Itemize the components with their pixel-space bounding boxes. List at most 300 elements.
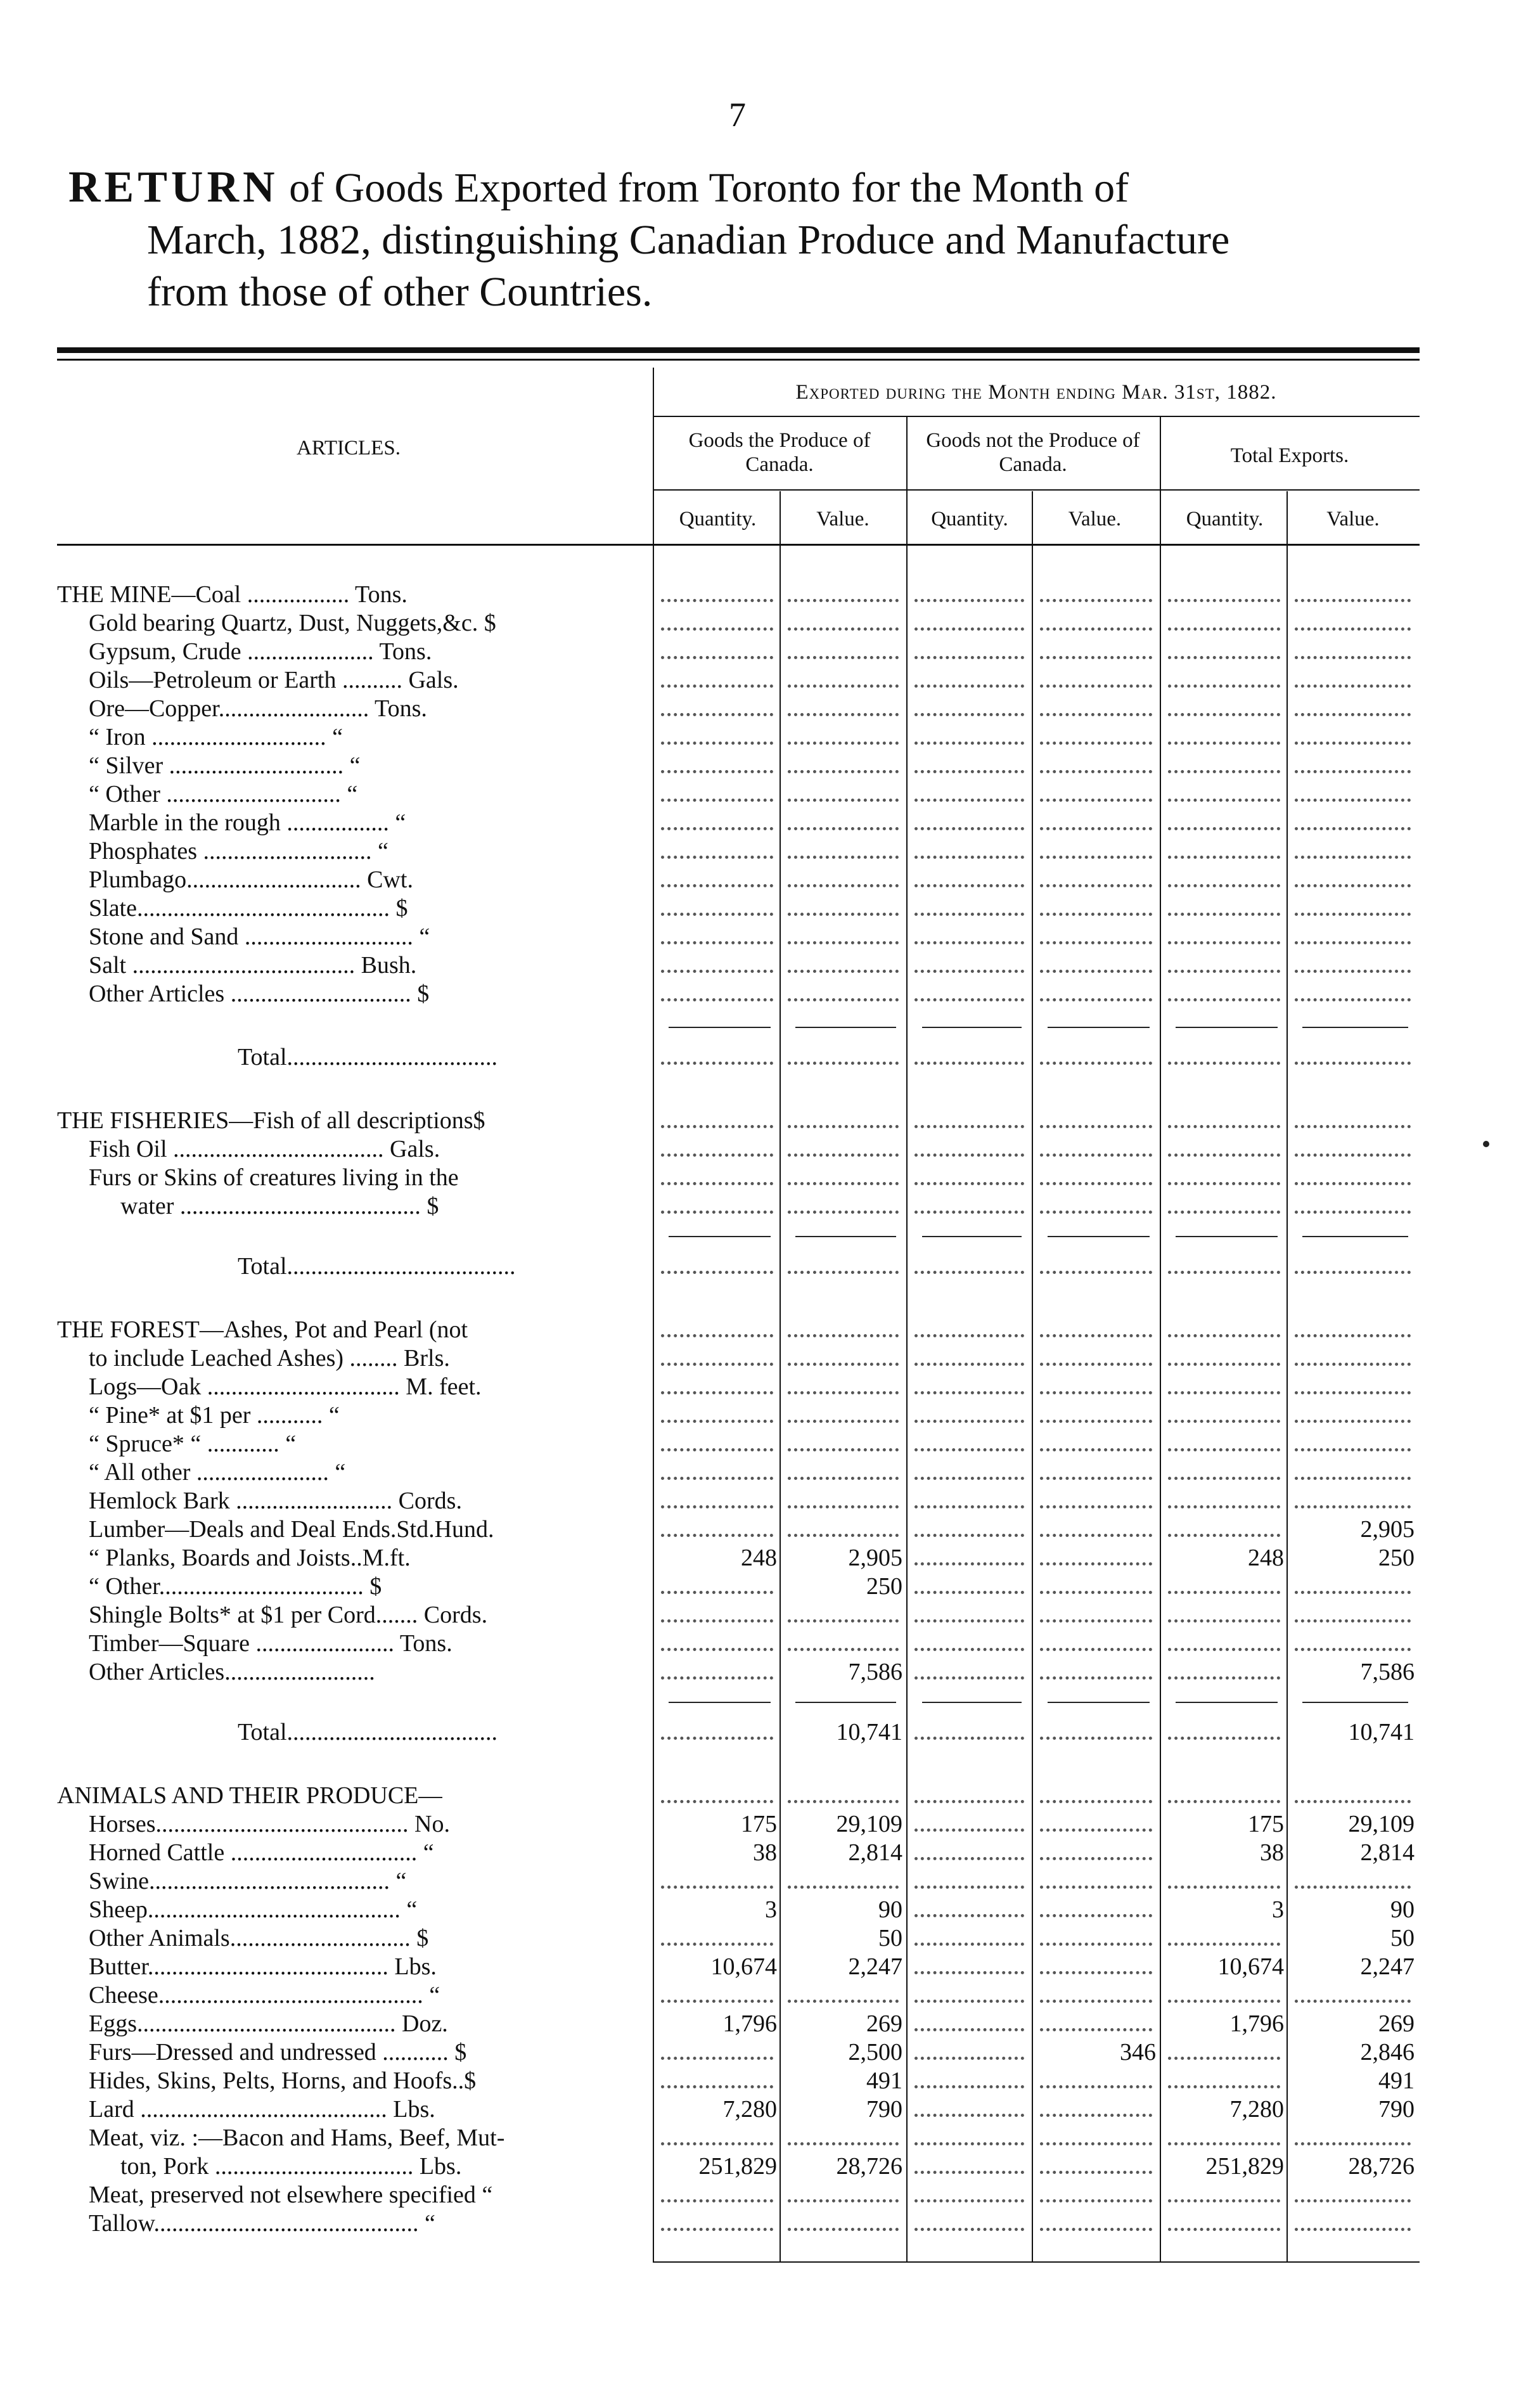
leader-dots (1168, 1448, 1280, 1451)
leader-dots (788, 827, 899, 830)
leader-dots (914, 970, 1024, 973)
leader-dots (1040, 1062, 1152, 1065)
leader-dots (1040, 2114, 1152, 2117)
leader-dots (661, 1737, 773, 1740)
leader-dots (788, 1648, 899, 1651)
leader-dots (1295, 656, 1411, 659)
header-value-3: Value. (1326, 508, 1380, 530)
leader-dots (914, 2057, 1024, 2060)
leader-dots (1040, 656, 1152, 659)
leader-dots (914, 1648, 1024, 1651)
leader-dots (788, 713, 899, 716)
row-label: “ Silver ............................. “ (89, 752, 361, 779)
leader-dots (1168, 941, 1280, 944)
page-title (68, 162, 1418, 318)
leader-dots (1168, 1943, 1280, 1946)
row-label: Cheese............................................ “ (89, 1982, 440, 2009)
title-line-3: from those of other Countries. (147, 269, 653, 315)
cell-cq: 3 (765, 1896, 777, 1923)
row-label: “ Iron ............................. “ (89, 724, 343, 750)
leader-dots (914, 1676, 1024, 1680)
row-label: Marble in the rough ................. “ (89, 809, 406, 836)
leader-dots (661, 799, 773, 802)
row-label: Salt ..................................... Bush. (89, 952, 417, 979)
leader-dots (661, 1391, 773, 1394)
leader-dots (1040, 1448, 1152, 1451)
row-label: THE MINE—Coal ................. Tons. (57, 581, 407, 608)
leader-dots (661, 884, 773, 887)
leader-dots (1168, 827, 1280, 830)
row-label: Slate.......................................... $ (89, 895, 408, 922)
row-label: Meat, preserved not elsewhere specified “ (89, 2182, 493, 2208)
leader-dots (1168, 2000, 1280, 2003)
row-label: Swine........................................ “ (89, 1868, 407, 1894)
col-rule-2 (780, 491, 781, 2263)
leader-dots (1168, 1211, 1280, 1214)
leader-dots (1295, 685, 1411, 688)
leader-dots (1168, 685, 1280, 688)
row-label: Plumbago............................. Cwt. (89, 866, 413, 893)
leader-dots (914, 1505, 1024, 1508)
row-label: Shingle Bolts* at $1 per Cord....... Cords. (89, 1602, 488, 1628)
header-articles: ARTICLES. (297, 437, 401, 460)
total-rule (1048, 1027, 1150, 1028)
leader-dots (914, 1211, 1024, 1214)
leader-dots (788, 685, 899, 688)
cell-cq: 251,829 (698, 2153, 777, 2180)
leader-dots (1168, 884, 1280, 887)
leader-dots (914, 2114, 1024, 2117)
row-label: Furs or Skins of creatures living in the (89, 1164, 459, 1191)
leader-dots (914, 1154, 1024, 1157)
total-rule (795, 1236, 896, 1237)
cell-tv: 2,814 (1360, 1839, 1415, 1866)
row-label: Stone and Sand ............................ “ (89, 923, 430, 950)
leader-dots (788, 1800, 899, 1803)
row-label: Hemlock Bark .......................... Cords. (89, 1488, 462, 1514)
leader-dots (914, 1363, 1024, 1366)
cell-tv: 2,905 (1360, 1516, 1415, 1543)
leader-dots (914, 2142, 1024, 2145)
leader-dots (661, 599, 773, 602)
cell-cv: 29,109 (836, 1811, 902, 1837)
leader-dots (1040, 1562, 1152, 1565)
leader-dots (1040, 1886, 1152, 1889)
row-label: THE FOREST—Ashes, Pot and Pearl (not (57, 1316, 468, 1343)
leader-dots (661, 1448, 773, 1451)
leader-dots (661, 713, 773, 716)
row-label: Fish Oil ................................... Gals. (89, 1136, 440, 1162)
leader-dots (788, 1125, 899, 1128)
leader-dots (914, 1125, 1024, 1128)
total-rule (795, 1702, 896, 1703)
leader-dots (1040, 1676, 1152, 1680)
leader-dots (1040, 884, 1152, 887)
leader-dots (788, 627, 899, 631)
leader-dots (1040, 913, 1152, 916)
cell-cv: 7,586 (848, 1659, 902, 1685)
leader-dots (1040, 1505, 1152, 1508)
leader-dots (1295, 1125, 1411, 1128)
leader-dots (661, 656, 773, 659)
total-rule (922, 1702, 1022, 1703)
leader-dots (661, 2057, 773, 2060)
leader-dots (1040, 2199, 1152, 2202)
total-rule (669, 1236, 771, 1237)
leader-dots (788, 884, 899, 887)
leader-dots (914, 656, 1024, 659)
leader-dots (661, 742, 773, 745)
leader-dots (1040, 827, 1152, 830)
leader-dots (1168, 1591, 1280, 1594)
leader-dots (1168, 1619, 1280, 1623)
leader-dots (1040, 627, 1152, 631)
leader-dots (1295, 1271, 1411, 1274)
leader-dots (661, 1648, 773, 1651)
leader-dots (1040, 1125, 1152, 1128)
leader-dots (661, 2000, 773, 2003)
leader-dots (914, 1448, 1024, 1451)
leader-dots (1295, 599, 1411, 602)
page-number: 7 (729, 96, 746, 134)
leader-dots (788, 1619, 899, 1623)
row-label: Lumber—Deals and Deal Ends.Std.Hund. (89, 1516, 494, 1543)
total-rule (1176, 1702, 1278, 1703)
row-label: to include Leached Ashes) ........ Brls. (89, 1345, 450, 1372)
leader-dots (1040, 2142, 1152, 2145)
leader-dots (661, 627, 773, 631)
row-label: Total...................................... (238, 1253, 516, 1280)
leader-dots (914, 1391, 1024, 1394)
cell-nv: 346 (1120, 2039, 1156, 2066)
cell-cq: 1,796 (722, 2010, 777, 2037)
leader-dots (788, 1448, 899, 1451)
leader-dots (914, 1857, 1024, 1860)
leader-dots (788, 742, 899, 745)
leader-dots (1295, 884, 1411, 887)
cell-tv: 28,726 (1348, 2153, 1415, 2180)
leader-dots (1295, 1420, 1411, 1423)
leader-dots (661, 2199, 773, 2202)
leader-dots (788, 970, 899, 973)
leader-dots (1168, 1505, 1280, 1508)
leader-dots (661, 2228, 773, 2231)
col-rule-3 (906, 417, 908, 2263)
leader-dots (914, 627, 1024, 631)
total-rule (795, 1027, 896, 1028)
cell-tv: 29,109 (1348, 1811, 1415, 1837)
leader-dots (1168, 1125, 1280, 1128)
leader-dots (788, 1271, 899, 1274)
header-value-1: Value. (816, 508, 869, 530)
leader-dots (1295, 770, 1411, 773)
leader-dots (1040, 1420, 1152, 1423)
header-group-foreign: Goods not the Produce of Canada. (926, 429, 1140, 476)
row-label: Furs—Dressed and undressed ........... $ (89, 2039, 467, 2066)
leader-dots (914, 941, 1024, 944)
header-quantity-1: Quantity. (679, 508, 757, 530)
leader-dots (1168, 742, 1280, 745)
leader-dots (914, 685, 1024, 688)
total-rule (1048, 1702, 1150, 1703)
leader-dots (661, 1271, 773, 1274)
leader-dots (914, 1420, 1024, 1423)
leader-dots (788, 2199, 899, 2202)
col-rule-4 (1032, 491, 1033, 2263)
row-label: Other Articles......................... (89, 1659, 375, 1685)
leader-dots (1040, 970, 1152, 973)
leader-dots (661, 1182, 773, 1185)
leader-dots (1168, 998, 1280, 1001)
row-label: Gold bearing Quartz, Dust, Nuggets,&c. $ (89, 610, 496, 636)
leader-dots (661, 1591, 773, 1594)
title-line-1: of Goods Exported from Toronto for the Month of (289, 165, 1129, 211)
leader-dots (1040, 856, 1152, 859)
leader-dots (1295, 941, 1411, 944)
total-rule (1302, 1027, 1408, 1028)
leader-dots (661, 2085, 773, 2088)
leader-dots (788, 770, 899, 773)
leader-dots (914, 998, 1024, 1001)
leader-dots (914, 742, 1024, 745)
leader-dots (914, 1334, 1024, 1337)
row-label: Other Articles .............................. $ (89, 980, 430, 1007)
leader-dots (914, 1914, 1024, 1917)
leader-dots (788, 998, 899, 1001)
leader-dots (914, 1562, 1024, 1565)
leader-dots (1040, 2171, 1152, 2174)
leader-dots (1295, 1062, 1411, 1065)
cell-tv: 790 (1378, 2096, 1415, 2123)
header-rule-2 (653, 489, 1420, 491)
cell-cq: 248 (741, 1545, 777, 1571)
leader-dots (1040, 1737, 1152, 1740)
leader-dots (1040, 1829, 1152, 1832)
row-label: Total................................... (238, 1719, 498, 1745)
leader-dots (1040, 770, 1152, 773)
leader-dots (914, 1737, 1024, 1740)
leader-dots (661, 1886, 773, 1889)
leader-dots (1168, 913, 1280, 916)
leader-dots (1040, 1154, 1152, 1157)
row-label: Sheep.......................................... “ (89, 1896, 418, 1923)
leader-dots (661, 998, 773, 1001)
leader-dots (1168, 1534, 1280, 1537)
total-rule (1176, 1027, 1278, 1028)
title-rule-thick (57, 347, 1420, 353)
leader-dots (914, 2228, 1024, 2231)
leader-dots (1295, 1477, 1411, 1480)
leader-dots (1040, 2028, 1152, 2031)
leader-dots (1295, 1154, 1411, 1157)
leader-dots (661, 913, 773, 916)
leader-dots (1295, 1448, 1411, 1451)
row-label: Meat, viz. :—Bacon and Hams, Beef, Mut- (89, 2124, 505, 2151)
row-label: Gypsum, Crude ..................... Tons. (89, 638, 432, 665)
leader-dots (661, 1363, 773, 1366)
leader-dots (661, 685, 773, 688)
leader-dots (1168, 599, 1280, 602)
cell-cv: 250 (866, 1573, 902, 1600)
header-quantity-2: Quantity. (931, 508, 1008, 530)
leader-dots (1040, 799, 1152, 802)
leader-dots (661, 1420, 773, 1423)
row-label: Horned Cattle ............................... “ (89, 1839, 434, 1866)
leader-dots (914, 827, 1024, 830)
leader-dots (1295, 1648, 1411, 1651)
row-label: ANIMALS AND THEIR PRODUCE— (57, 1782, 443, 1809)
total-rule (1176, 1236, 1278, 1237)
leader-dots (1295, 856, 1411, 859)
cell-tq: 38 (1260, 1839, 1284, 1866)
leader-dots (1040, 685, 1152, 688)
leader-dots (1295, 799, 1411, 802)
col-rule-5 (1160, 417, 1161, 2263)
leader-dots (1295, 627, 1411, 631)
leader-dots (1168, 2085, 1280, 2088)
row-label: Tallow............................................ “ (89, 2210, 435, 2237)
leader-dots (1040, 1391, 1152, 1394)
leader-dots (661, 941, 773, 944)
leader-dots (914, 713, 1024, 716)
leader-dots (1040, 2085, 1152, 2088)
cell-cv: 790 (866, 2096, 902, 2123)
cell-tv: 2,247 (1360, 1953, 1415, 1980)
leader-dots (661, 1062, 773, 1065)
leader-dots (1040, 1648, 1152, 1651)
leader-dots (661, 1125, 773, 1128)
leader-dots (1040, 1182, 1152, 1185)
leader-dots (1168, 1363, 1280, 1366)
title-rule-thin (57, 359, 1420, 361)
row-label: Other Animals.............................. $ (89, 1925, 429, 1951)
total-rule (669, 1027, 771, 1028)
leader-dots (1040, 1619, 1152, 1623)
leader-dots (788, 2142, 899, 2145)
leader-dots (788, 1062, 899, 1065)
leader-dots (1295, 1363, 1411, 1366)
leader-dots (1168, 1886, 1280, 1889)
leader-dots (914, 799, 1024, 802)
leader-dots (661, 827, 773, 830)
leader-dots (1295, 1182, 1411, 1185)
leader-dots (788, 913, 899, 916)
leader-dots (661, 1334, 773, 1337)
row-label: “ All other ...................... “ (89, 1459, 346, 1486)
total-rule (1302, 1702, 1408, 1703)
leader-dots (1168, 1420, 1280, 1423)
title-line-2: March, 1882, distinguishing Canadian Produce and Manufacture (147, 217, 1230, 263)
leader-dots (1040, 1971, 1152, 1974)
leader-dots (661, 1800, 773, 1803)
row-label: Butter........................................ Lbs. (89, 1953, 437, 1980)
leader-dots (788, 1886, 899, 1889)
leader-dots (788, 799, 899, 802)
cell-cq: 175 (741, 1811, 777, 1837)
cell-cq: 7,280 (722, 2096, 777, 2123)
header-exported: Exported during the Month ending Mar. 31st, 1882. (795, 381, 1277, 404)
cell-tv: 2,846 (1360, 2039, 1415, 2066)
leader-dots (661, 1534, 773, 1537)
leader-dots (1295, 2142, 1411, 2145)
total-rule (922, 1236, 1022, 1237)
leader-dots (1040, 742, 1152, 745)
leader-dots (1295, 1619, 1411, 1623)
leader-dots (788, 941, 899, 944)
leader-dots (1295, 2000, 1411, 2003)
leader-dots (914, 2171, 1024, 2174)
header-quantity-3: Quantity. (1186, 508, 1264, 530)
row-label: Phosphates ............................ “ (89, 838, 388, 865)
leader-dots (1040, 1477, 1152, 1480)
leader-dots (1040, 941, 1152, 944)
leader-dots (1040, 1914, 1152, 1917)
cell-tv: 491 (1378, 2067, 1415, 2094)
leader-dots (914, 2199, 1024, 2202)
leader-dots (1295, 827, 1411, 830)
leader-dots (914, 770, 1024, 773)
total-rule (922, 1027, 1022, 1028)
leader-dots (1168, 1271, 1280, 1274)
col-rule-1 (653, 368, 654, 2263)
cell-cv: 2,500 (848, 2039, 902, 2066)
leader-dots (1168, 1062, 1280, 1065)
leader-dots (788, 1391, 899, 1394)
leader-dots (1295, 1211, 1411, 1214)
leader-dots (661, 1619, 773, 1623)
leader-dots (914, 1943, 1024, 1946)
leader-dots (661, 1211, 773, 1214)
leader-dots (1168, 1737, 1280, 1740)
leader-dots (1040, 1363, 1152, 1366)
leader-dots (914, 884, 1024, 887)
leader-dots (788, 1534, 899, 1537)
leader-dots (914, 1271, 1024, 1274)
leader-dots (661, 970, 773, 973)
leader-dots (1168, 2199, 1280, 2202)
leader-dots (914, 1591, 1024, 1594)
leader-dots (1168, 1676, 1280, 1680)
leader-dots (914, 913, 1024, 916)
row-label: “ Pine* at $1 per ........... “ (89, 1402, 340, 1429)
leader-dots (788, 2228, 899, 2231)
leader-dots (1168, 1391, 1280, 1394)
leader-dots (914, 1619, 1024, 1623)
header-value-2: Value. (1068, 508, 1122, 530)
row-label: “ Spruce* “ ............ “ (89, 1430, 297, 1457)
leader-dots (661, 1154, 773, 1157)
leader-dots (1168, 1648, 1280, 1651)
leader-dots (1295, 970, 1411, 973)
leader-dots (1168, 856, 1280, 859)
leader-dots (1168, 799, 1280, 802)
leader-dots (1295, 1886, 1411, 1889)
total-rule (1302, 1236, 1408, 1237)
leader-dots (914, 2000, 1024, 2003)
row-label: “ Other ............................. “ (89, 781, 358, 807)
row-label: Timber—Square ....................... Tons. (89, 1630, 452, 1657)
leader-dots (1168, 1800, 1280, 1803)
leader-dots (1168, 970, 1280, 973)
leader-dots (661, 1943, 773, 1946)
leader-dots (788, 656, 899, 659)
leader-dots (914, 599, 1024, 602)
leader-dots (1168, 1182, 1280, 1185)
total-rule (669, 1702, 771, 1703)
leader-dots (788, 1211, 899, 1214)
cell-tv: 50 (1390, 1925, 1415, 1951)
leader-dots (1295, 1391, 1411, 1394)
